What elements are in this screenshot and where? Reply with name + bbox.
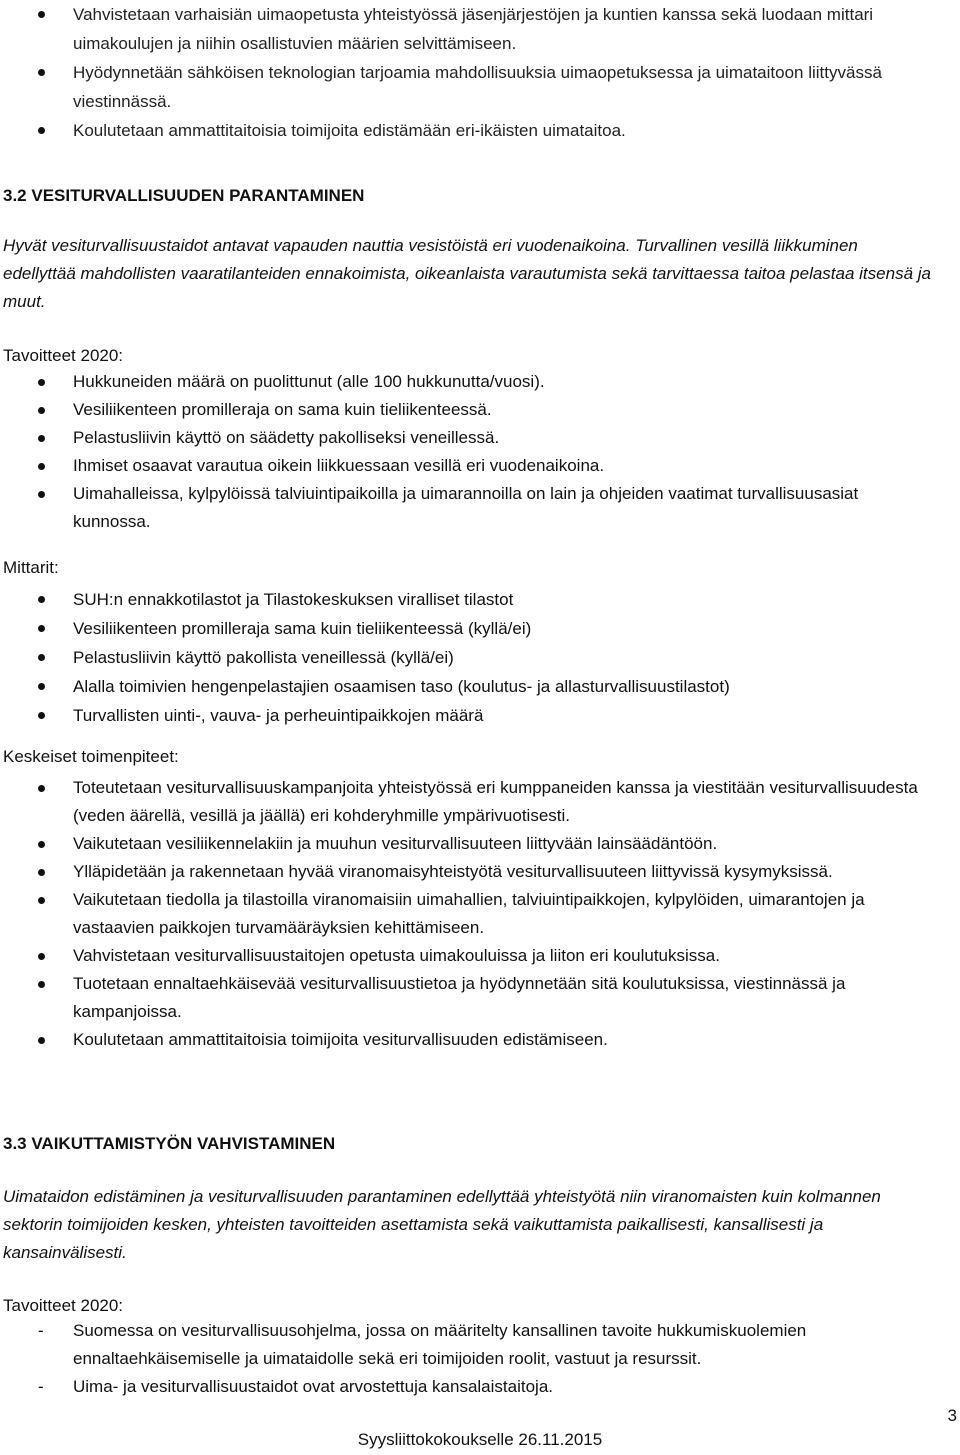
metrics-list (0, 585, 940, 730)
goals-label-3-3: Tavoitteet 2020: (3, 1296, 124, 1315)
list-item: Vahvistetaan varhaisiän uimaopetusta yhteistyössä jäsenjärjestöjen ja kuntien kanssa sekä luodaan mittari uimakoulujen ja niihin osallistuvien määrien selvittämiseen. (0, 0, 940, 58)
section-heading-3-2: 3.2 VESITURVALLISUUDEN PARANTAMINEN (3, 186, 365, 205)
list-item: Vahvistetaan vesiturvallisuustaitojen opetusta uimakouluissa ja liiton eri koulutuksissa. (0, 942, 940, 970)
list-item: Koulutetaan ammattitaitoisia toimijoita edistämään eri-ikäisten uimataitoa. (0, 116, 940, 145)
list-item: Tuotetaan ennaltaehkäisevää vesiturvallisuustietoa ja hyödynnetään sitä koulutuksissa, viestinnässä ja kampanjoissa. (0, 970, 940, 1026)
list-item: Pelastusliivin käyttö pakollista veneillessä (kyllä/ei) (0, 643, 940, 672)
section-3-3-intro: Uimataidon edistäminen ja vesiturvallisuuden parantaminen edellyttää yhteistyötä niin viranomaisten kuin kolmannen sektorin toimijoiden kesken, yhteisten tavoitteiden asettamista sekä vaikuttamista paikallisesti, kansallisesti ja kansainvälisesti. (3, 1187, 881, 1262)
list-item: Hyödynnetään sähköisen teknologian tarjoamia mahdollisuuksia uimaopetuksessa ja uimataitoon liittyvässä viestinnässä. (0, 58, 940, 116)
list-item: SUH:n ennakkotilastot ja Tilastokeskuksen viralliset tilastot (0, 585, 940, 614)
list-item: Vesiliikenteen promilleraja on sama kuin tieliikenteessä. (0, 396, 940, 424)
list-item: Uimahalleissa, kylpylöissä talviuintipaikoilla ja uimarannoilla on lain ja ohjeiden vaatimat turvallisuusasiat kunnossa. (0, 480, 940, 536)
page-number: 3 (947, 1406, 957, 1425)
intro-bullet-list (0, 0, 940, 145)
list-item: - Uima- ja vesiturvallisuustaidot ovat arvostettuja kansalaistaitoja. (0, 1373, 940, 1401)
section-3-2-intro: Hyvät vesiturvallisuustaidot antavat vapauden nauttia vesistöistä eri vuodenaikoina. Turvallinen vesillä liikkuminen edellyttää mahdollisten vaaratilanteiden ennakoimista, oikeanlaista varautumista sekä tarvittaessa taitoa pelastaa itsensä ja muut. (3, 236, 931, 311)
actions-list (0, 774, 940, 1054)
list-item: Koulutetaan ammattitaitoisia toimijoita vesiturvallisuuden edistämiseen. (0, 1026, 940, 1054)
list-item: Turvallisten uinti-, vauva- ja perheuintipaikkojen määrä (0, 701, 940, 730)
goals-label: Tavoitteet 2020: (3, 346, 124, 365)
list-item: Ylläpidetään ja rakennetaan hyvää viranomaisyhteistyötä vesiturvallisuuteen liittyvissä kysymyksissä. (0, 858, 940, 886)
list-item: Vaikutetaan vesiliikennelakiin ja muuhun vesiturvallisuuteen liittyvään lainsäädäntöön. (0, 830, 940, 858)
metrics-label: Mittarit: (3, 558, 59, 577)
goals-list (0, 368, 940, 536)
section-heading-3-3: 3.3 VAIKUTTAMISTYÖN VAHVISTAMINEN (3, 1134, 336, 1153)
actions-label: Keskeiset toimenpiteet: (3, 747, 179, 766)
list-item: Ihmiset osaavat varautua oikein liikkuessaan vesillä eri vuodenaikoina. (0, 452, 940, 480)
list-item: Toteutetaan vesiturvallisuuskampanjoita yhteistyössä eri kumppaneiden kanssa ja viestitään vesiturvallisuudesta (veden äärellä, vesillä ja jäällä) eri kohderyhmille ympärivuotisesti. (0, 774, 940, 830)
list-item: Hukkuneiden määrä on puolittunut (alle 100 hukkunutta/vuosi). (0, 368, 940, 396)
page-footer: Syysliittokokoukselle 26.11.2015 (357, 1430, 603, 1449)
list-item: Alalla toimivien hengenpelastajien osaamisen taso (koulutus- ja allasturvallisuustilastot) (0, 672, 940, 701)
list-item: Vesiliikenteen promilleraja sama kuin tieliikenteessä (kyllä/ei) (0, 614, 940, 643)
list-item: Vaikutetaan tiedolla ja tilastoilla viranomaisiin uimahallien, talviuintipaikkojen, kylpylöiden, uimarantojen ja vastaavien paikkojen turvamääräyksien kehittämiseen. (0, 886, 940, 942)
list-item: - Suomessa on vesiturvallisuusohjelma, jossa on määritelty kansallinen tavoite hukkumiskuolemien ennaltaehkäisemiselle ja uimataidolle sekä eri toimijoiden roolit, vastuut ja resurssit. (0, 1317, 940, 1373)
list-item: Pelastusliivin käyttö on säädetty pakolliseksi veneillessä. (0, 424, 940, 452)
goals-list-3-3 (0, 1317, 940, 1401)
